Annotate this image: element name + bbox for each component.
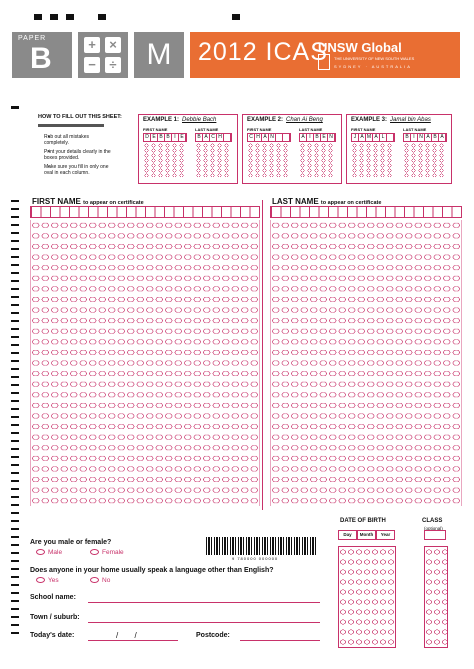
date-label: Today's date: xyxy=(30,632,75,639)
pencil-icon xyxy=(38,124,104,127)
dob-title: DATE OF BIRTH xyxy=(340,518,386,524)
page-title: 2012 ICAS xyxy=(198,38,328,66)
paper-letter: B xyxy=(30,42,52,75)
class-header xyxy=(424,530,446,540)
postcode-field[interactable] xyxy=(240,640,320,641)
instruction-item: • Rub out all mistakes completely. xyxy=(44,134,114,146)
date-field[interactable] xyxy=(88,640,178,641)
first-name-boxes[interactable] xyxy=(30,206,260,218)
example-title: EXAMPLE 1: Debbie Bach xyxy=(143,117,217,123)
dob-month-header: Month xyxy=(357,530,376,540)
example-bubbles xyxy=(299,143,334,177)
no-option[interactable]: No xyxy=(90,577,110,584)
plus-icon: + xyxy=(84,37,100,53)
example-bubbles xyxy=(247,143,289,177)
org-location: SYDNEY · AUSTRALIA xyxy=(334,64,412,69)
school-field[interactable] xyxy=(88,602,320,603)
class-subtitle: (optional) xyxy=(424,526,443,531)
example-last-label: LAST NAME xyxy=(299,127,323,132)
example-first-boxes: J A M A L xyxy=(351,133,395,142)
times-icon: × xyxy=(105,37,121,53)
example-bubbles xyxy=(351,143,393,177)
example-title: EXAMPLE 2: Chan Ai Beng xyxy=(247,117,323,123)
example-bubbles xyxy=(143,143,185,177)
language-question: Does anyone in your home usually speak a language other than English? xyxy=(30,567,274,574)
minus-icon: − xyxy=(84,57,100,73)
divide-icon: ÷ xyxy=(105,57,121,73)
example-name: Chan Ai Beng xyxy=(286,117,323,123)
example-name: Debbie Bach xyxy=(182,117,217,123)
operators-block xyxy=(78,32,128,78)
subject-letter: M xyxy=(134,32,184,78)
example-bubbles xyxy=(195,143,230,177)
example-last-label: LAST NAME xyxy=(195,127,219,132)
example-first-boxes: C H A N xyxy=(247,133,291,142)
female-option[interactable]: Female xyxy=(90,549,124,556)
timing-marks xyxy=(11,200,19,640)
paper-block xyxy=(12,32,72,78)
example-3 xyxy=(346,114,452,184)
instructions-heading: HOW TO FILL OUT THIS SHEET: xyxy=(38,114,122,120)
example-last-boxes: A I B E N xyxy=(299,133,336,142)
school-label: School name: xyxy=(30,594,76,601)
example-last-boxes: B I N A B A xyxy=(403,133,447,142)
section-divider xyxy=(262,200,269,510)
barcode-number: 9 780000 000000 xyxy=(232,556,279,561)
class-title: CLASS xyxy=(422,518,443,524)
instruction-item: • Make sure you fill in only one oval in each column. xyxy=(44,164,114,176)
barcode xyxy=(206,537,318,555)
example-1 xyxy=(138,114,238,184)
postcode-label: Postcode: xyxy=(196,632,230,639)
paper-label: PAPER xyxy=(18,35,47,42)
last-name-title: LAST NAME to appear on certificate xyxy=(272,197,382,206)
last-name-bubble-grid[interactable] xyxy=(270,220,462,506)
registration-mark xyxy=(232,14,240,20)
instruction-item: • Print your details clearly in the boxes provided. xyxy=(44,149,114,161)
registration-mark xyxy=(11,106,19,109)
example-first-label: FIRST NAME xyxy=(143,127,168,132)
class-bubble-grid[interactable] xyxy=(424,546,448,648)
last-name-subtitle: to appear on certificate xyxy=(320,200,382,206)
town-label: Town / suburb: xyxy=(30,614,80,621)
example-2 xyxy=(242,114,342,184)
example-last-label: LAST NAME xyxy=(403,127,427,132)
dob-day-header: Day xyxy=(338,530,357,540)
instructions-list xyxy=(34,134,114,179)
example-name: Jamal bin Abas xyxy=(390,117,431,123)
dob-year-header: Year xyxy=(376,530,395,540)
example-first-boxes: D E B B I E xyxy=(143,133,187,142)
last-name-boxes[interactable] xyxy=(270,206,462,218)
registration-mark xyxy=(34,14,42,20)
first-name-title: FIRST NAME to appear on certificate xyxy=(32,197,144,206)
male-option[interactable]: Male xyxy=(36,549,62,556)
example-last-boxes: B A C H xyxy=(195,133,232,142)
unsw-logo-icon xyxy=(318,54,330,70)
registration-mark xyxy=(66,14,74,20)
org-name: UNSW Global xyxy=(318,40,402,55)
dob-bubble-grid[interactable] xyxy=(338,546,396,648)
town-field[interactable] xyxy=(88,622,320,623)
org-subtitle: THE UNIVERSITY OF NEW SOUTH WALES xyxy=(334,56,415,61)
gender-question: Are you male or female? xyxy=(30,539,112,546)
first-name-subtitle: to appear on certificate xyxy=(83,200,144,206)
example-first-label: FIRST NAME xyxy=(351,127,376,132)
title-banner xyxy=(190,32,460,78)
example-first-label: FIRST NAME xyxy=(247,127,272,132)
first-name-bubble-grid[interactable] xyxy=(30,220,260,506)
example-bubbles xyxy=(403,143,445,177)
yes-option[interactable]: Yes xyxy=(36,577,59,584)
date-separators: / / xyxy=(116,631,137,640)
example-title: EXAMPLE 3: Jamal bin Abas xyxy=(351,117,431,123)
registration-mark xyxy=(50,14,58,20)
registration-mark xyxy=(98,14,106,20)
